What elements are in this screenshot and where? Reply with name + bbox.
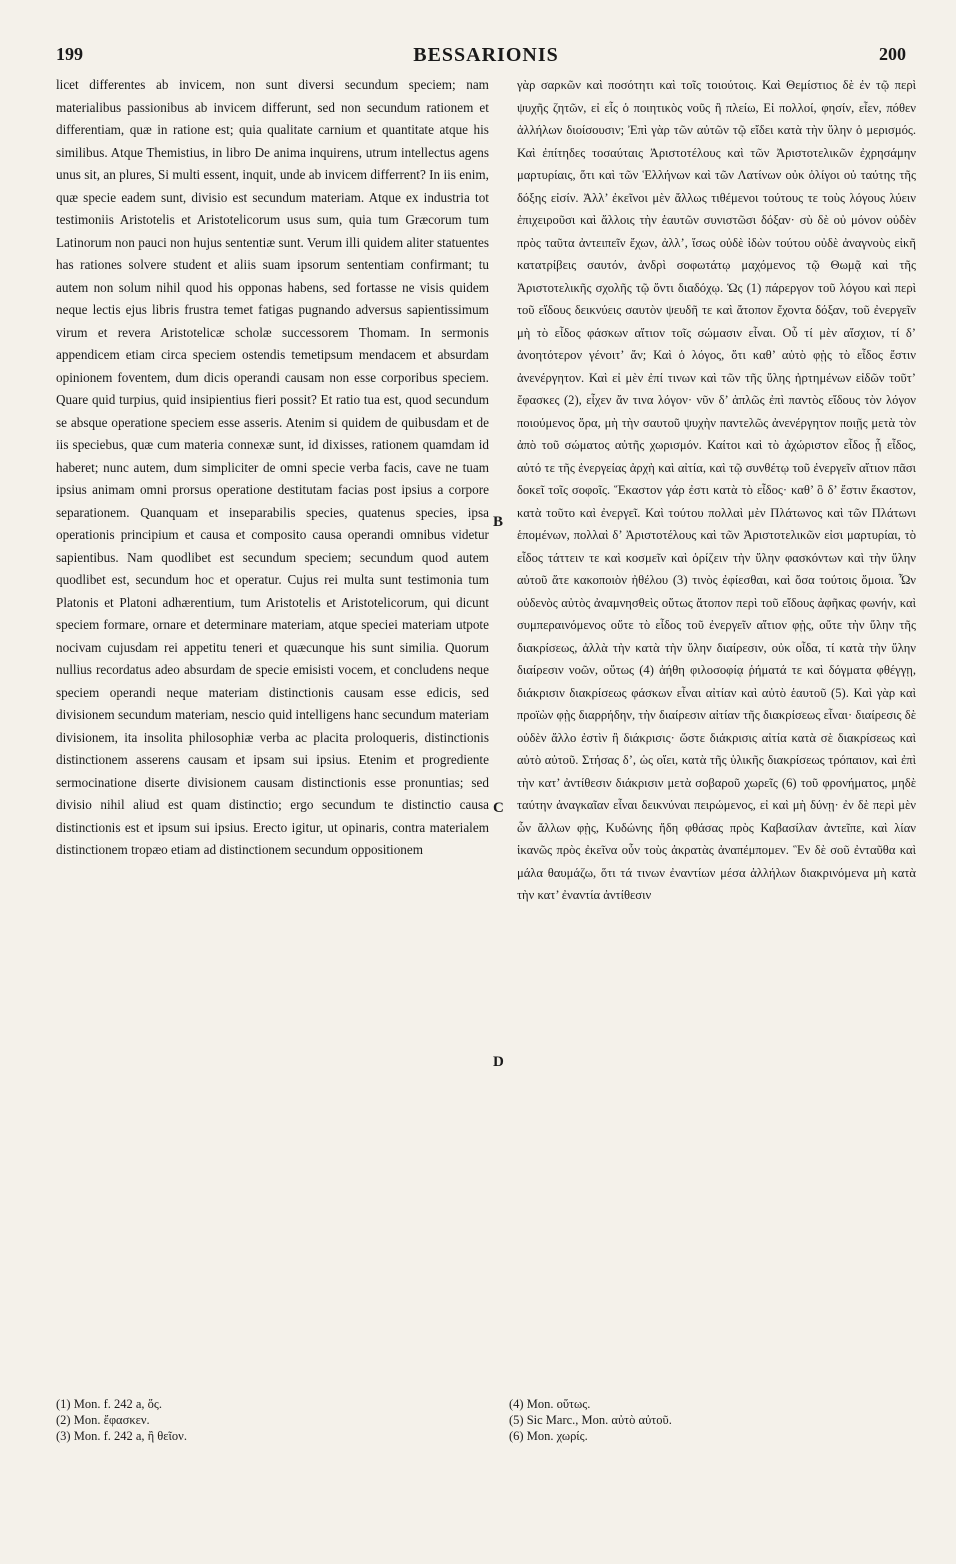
- footnote: (6) Mon. χωρίς.: [509, 1429, 588, 1443]
- page-header: [56, 34, 916, 74]
- footnote: (3) Mon. f. 242 a, ἢ θεῖον.: [56, 1429, 187, 1443]
- running-title: BESSARIONIS: [413, 44, 559, 66]
- greek-column: γὰρ σαρκῶν καὶ ποσότητι καὶ τοῖς τοιούτοις. Καὶ Θεμίστιος δὲ ἐν τῷ περὶ ψυχῆς ζητῶν, εἰ εἷς ὁ ποιητικὸς νοῦς ἢ πλείω, Εἰ πολλοί, φησίν, εἶεν, πόθεν ἀλλήλων διοίσουσιν; Ἐπὶ γὰρ τῶν αὐτῶν τῷ εἴδει κατὰ τὴν ὕλην ὁ μερισμός. Καὶ ἐπίτηδες τοσαύταις Ἀριστοτέλους καὶ τῶν Ἀριστοτελικῶν ἐχρησάμην μαρτυρίαις, ὅτι καὶ τῶν Ἑλλήνων καὶ τῶν Λατίνων οὐκ ὀλίγοι οὐ ταύτης τῆς δόξης εἰσίν. Ἀλλ’ ἐκεῖνοι μὲν ἄλλως τιθέμενοι τούτους τε τοὺς λόγους λύειν ἐπιχειροῦσι καὶ ἄλλοις τὴν ἑαυτῶν συνιστῶσι δόξαν· σὺ δὲ οὐ μόνον οὐδὲν πρὸς ταῦτα ἀντειπεῖν ἔχων, ἀλλ’, ἴσως οὐδὲ ἰδὼν τούτου οὐδὲ ἀναγνοὺς εἰκῆ κατατρίβεις σαυτόν, ἀνδρὶ σοφωτάτῳ μαχόμενος τῷ Θωμᾷ καὶ τῆς Ἀριστοτελικῆς σχολῆς τῷ ὄντι διαδόχῳ. Ὡς (1) πάρεργον τοῦ λόγου καὶ περὶ τοῦ εἴδους δεικνύεις σαυτὸν ψευδῆ τε καὶ ἄτοπον ἔχοντα δόξαν, τοῦ ἐνεργεῖν μὴ τὸ εἶδος φάσκων αἴτιον τοῖς σώμασιν εἶναι. Οὗ τί μὲν αἴσχιον, τί δ’ ἀνοητότερον γένοιτ’ ἄν; Καὶ ὁ λόγος, ὅτι καθ’ αὑτὸ φῂς τὸ εἶδος ἔστιν ἀνενέργητον. Καὶ εἰ μὲν ἐπί τινων καὶ τῶν τῆς ὕλης ἠρτημένων εἰδῶν τοῦτ’ ἔφασκες (2), εἶχεν ἄν τινα λόγον· νῦν δ’ ἁπλῶς ἐπὶ παντὸς εἴδους τὸν λόγον ποιούμενος ὅρα, μὴ τὴν σαυτοῦ ψυχὴν παντελῶς ἀνενέργητον ποιῇς μετὰ τὸν ἀπὸ τοῦ σώματος αὐτῆς χωρισμόν. Καίτοι καὶ τὸ ἀχώριστον εἶδος ᾗ εἶδος, αὐτό τε τῆς ἐνεργείας ἀρχὴ καὶ αἰτία, καὶ τῷ συνθέτῳ τοῦ ἐνεργεῖν αἴτιον πᾶσι δοκεῖ τοῖς σοφοῖς. Ἕκαστον γάρ ἐστι κατὰ τὸ εἶδος· καθ’ ὃ δ’ ἔστιν ἕκαστον, κατὰ τοῦτο καὶ ἐνεργεῖ. Καὶ τούτου πολλαὶ μὲν Πλάτωνος καὶ τῶν Πλάτωνι ἑπομένων, πολλαὶ δ’ Ἀριστοτέλους καὶ τῶν Ἀριστοτελικῶν εἰσι μαρτυρίαι, τὸ εἶδος τάττειν τε καὶ κοσμεῖν καὶ ὁρίζειν τὴν ὕλην φασκόντων καὶ τὴν ὕλην αὐτοῦ ἅτε κακοποιὸν ἠθέλου (3) τινὸς ἐφίεσθαι, καὶ ὅσα τούτοις ὅμοια. Ὧν οὐδενὸς αὐτὸς ἀναμνησθεὶς οὕτως ἄτοπον περὶ τοῦ εἴδους ἀφῆκας φωνήν, καὶ συμπεραινόμενος οὔτε τὸ εἶδος τοῦ ἐνεργεῖν αἴτιον φῂς, οὔτε τὴν ὕλην τῆς διακρίσεως, ἀλλὰ τὴν κατὰ τὴν ὕλην διαίρεσιν, οὐκ οἶδα, τί κατὰ τὴν ὕλην διαίρεσιν νοῶν, οὕτως (4) ἀήθη φιλοσοφίᾳ ῥήματά τε καὶ δόγματα φθέγγῃ, διάκρισιν διακρίσεως φάσκων εἶναι αἰτίαν καὶ αὐτὸ ἑαυτοῦ (5). Καὶ γὰρ καὶ προϊὼν φῂς διαρρήδην, τὴν διαίρεσιν αἰτίαν τῆς διακρίσεως εἶναι· διαίρεσις δὲ οὐδὲν ἄλλο ἐστὶν ἢ διάκρισις· ὥστε διάκρισις αἰτία κατὰ σὲ διακρίσεως καὶ αὐτὸ αὐτοῦ. Στήσας δ’, ὡς οἴει, κατὰ τῆς ὑλικῆς διακρίσεως τρόπαιον, καὶ ἐπὶ τὴν κατ’ ἀντίθεσιν διάκρισιν μετὰ σοβαροῦ χωρεῖς (6) τοῦ φρονήματος, μηδὲ ταύτην ἀναγκαῖαν εἶναι δεικνύναι πειρώμενος, εἰ καὶ μὴ δύνῃ· ἐν δὲ περὶ μὲν ὧν ἄλλων φῂς, Κυδώνης ἤδη φθάσας πρὸς Καβασίλαν ἀντεῖπε, καὶ λίαν ἱκανῶς πρὸς ἐκεῖνα οὖν τοὺς ἀκρατὰς ἀναπέμπομεν. Ἓν δὲ σοῦ ἐνταῦθα καὶ μάλα θαυμάζω, ὅτι τά τινων ἐναντίων μέσα ἀλλήλων διακρινόμενα μὴ κατὰ τὴν κατ’ ἐναντία ἀντίθεσιν: [516, 78, 916, 902]
- latin-column: licet differentes ab invicem, non sunt diversi secundum speciem; nam materialibus passionibus ab invicem differunt, sed non secundum rationem et differentiam, quæ in ratione est; quia qualitate carnium et quantitate atque his similibus. Atque Themistius, in libro De anima inquirens, utrum intellectus agens unus sit, an plures, Si multi essent, inquit, unde ab invicem differrent? In iis enim, quæ specie eadem sunt, divisio est secundum materiam. Atque ex industria tot testimoniis Aristotelis et Aristotelicorum usus sum, quia tum Græcorum tum Latinorum non pauci non hujus sententiæ sunt. Verum illi quidem aliter statuentes has rationes solvere student et aliis suam ipsorum sententiam confirmant; tu autem non solum nihil quod his opponas habens, sed fortasse ne visis quidem neque lectis ejus libris frustra temet fatigas pugnando adversus sapientissimum virum et revera Aristotelicæ scholæ successorem Thomam. In sermonis appendicem etiam circa speciem ostendis temetipsum mendacem et absurdam opinionem foventem, dum dicis operandi causam non esse corporibus speciem. Quare quid turpius, quid insipientius fieri possit? Et ratio tua est, quod secundum se absque operatione speciem esse asseris. Atenim si quidem de quibusdam et de iis speciebus, quæ cum materia connexæ sunt, id dixisses, rationem quamdam id haberet; nunc autem, dum simpliciter de omni specie verba facis, cave ne tuam ipsius animam omni prorsus operatione destitutam facias post ipsius a corpore separationem. Quanquam et inseparabilis species, quatenus species, ipsa operationis principium et causa et composito causa operandi omnibus videtur sapientibus. Nam quodlibet est secundum speciem; secundum quod autem quodlibet est, secundum hoc et operatur. Cujus rei multa sunt testimonia tum Platonis et Platoni adhærentium, tum Aristotelis et Aristotelicorum, qui dicunt speciem formare, ornare et determinare materiam, atque speciei materiam utpote nocivam cujusdam rei appetitu teneri et quæcunque his sunt similia. Quorum nullius recordatus adeo absurdam de specie emisisti vocem, et concludens neque speciem operandi neque materiam distinctionis causam esse edicis, sed divisionem secundum materiam, nescio quid intelligens hanc secundum materiam divisionem, ita insolita philosophiæ verba ac placita proloqueris, distinctionis distinctionem asserens causam et ipsam sui ipsius. Etenim et progrediente sermocinatione diserte divisionem causam distinctionis esse pronuntias; sed divisio nihil aliud est quam distinctio; ergo secundum te distinctio causa distinctionis est et ipsum sui ipsius. Erecto igitur, ut opinaris, contra materialem distinctionem tropæo etiam ad distinctionem secundum oppositionem: [56, 77, 489, 857]
- margin-marker-d: D: [493, 1054, 504, 1070]
- footnote: (4) Mon. οὕτως.: [509, 1397, 591, 1411]
- footnote: (2) Mon. ἔφασκεν.: [56, 1413, 150, 1427]
- footnote: (1) Mon. f. 242 a, ὅς.: [56, 1397, 162, 1411]
- text-columns: [56, 74, 916, 1384]
- margin-marker-c: C: [493, 800, 504, 816]
- footnotes-left: [56, 1396, 463, 1444]
- footnotes: [56, 1396, 916, 1444]
- page-number-right: 200: [879, 44, 906, 64]
- page-number-left: 199: [56, 44, 83, 64]
- footnote: (5) Sic Marc., Mon. αὐτὸ αὐτοῦ.: [509, 1413, 672, 1427]
- margin-marker-b: B: [493, 514, 504, 530]
- footnotes-right: [509, 1396, 916, 1444]
